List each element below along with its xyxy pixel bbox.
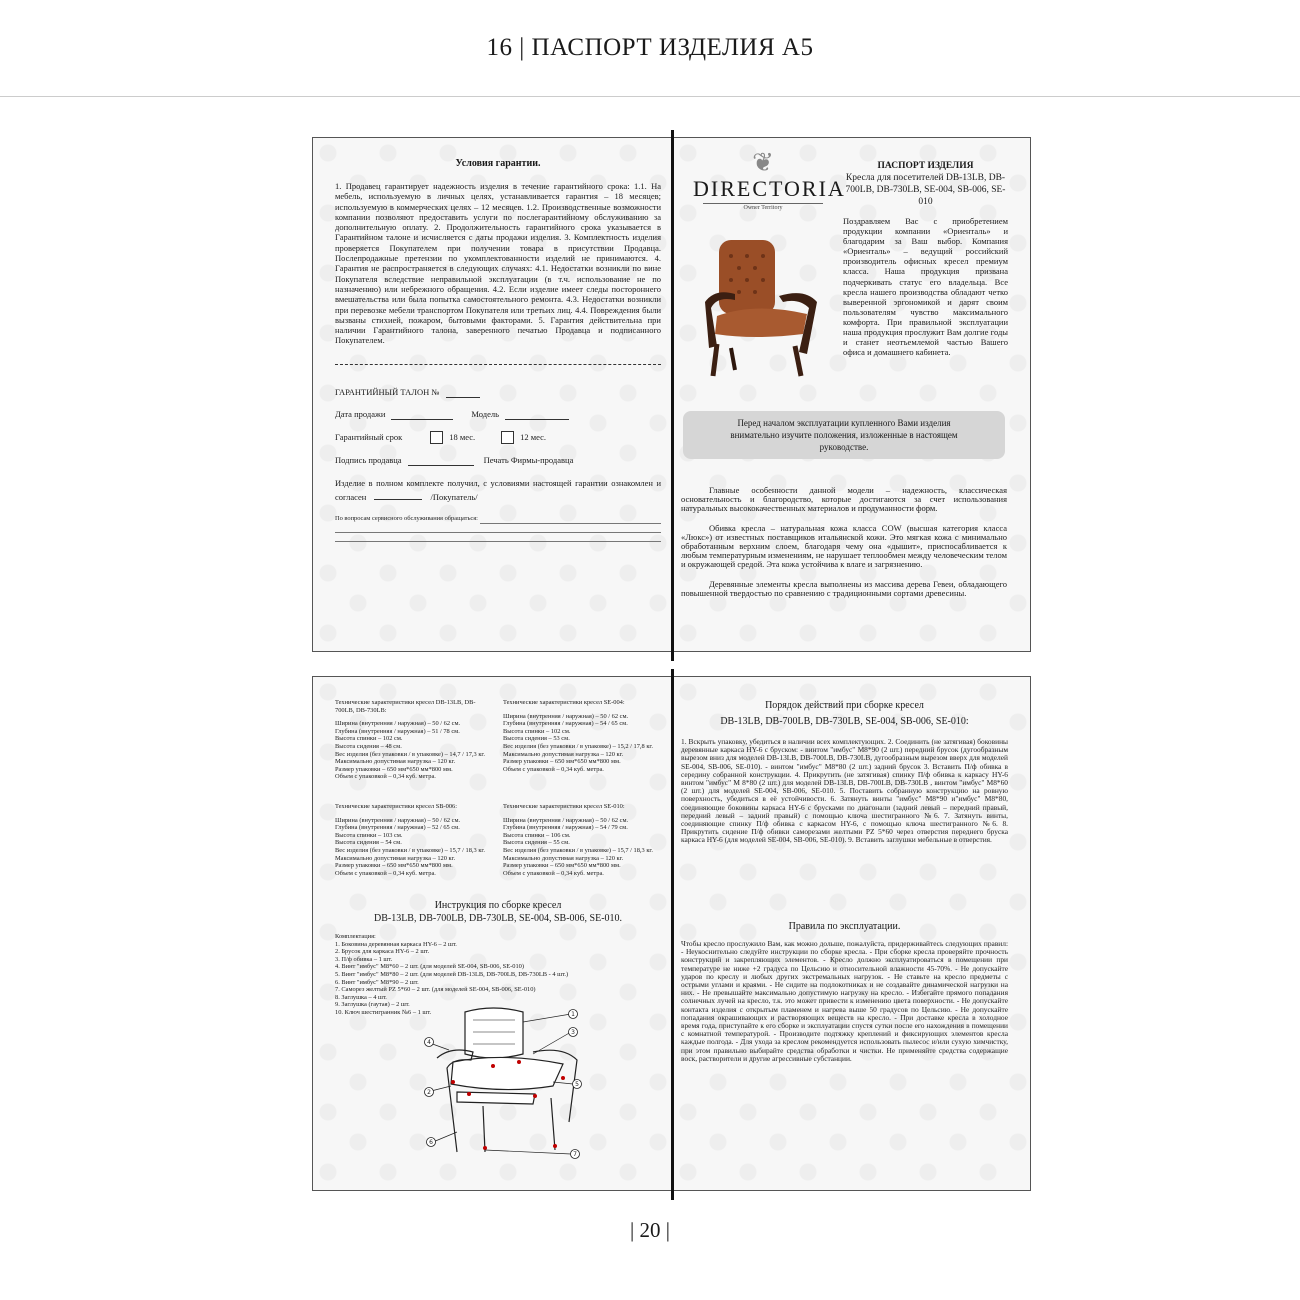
booklet-spread-bottom xyxy=(312,676,1031,1191)
model-field[interactable] xyxy=(505,409,569,420)
term-label: Гарантийный срок xyxy=(335,432,403,443)
spec-line: Высота сидения – 48 см. xyxy=(335,742,402,750)
service-line xyxy=(335,533,661,542)
steps-text: 1. Вскрыть упаковку, убедиться в наличии всех комплектующих. 2. Соединить (не затягивая) боковины деревянные каркаса HY-6 с бруском: - винтом "имбус" М8*90 (2 шт.) передний брусок (дугообразным вырезом вниз для моделей DB-13LB, DB-700LB, DB-730LB, дугообразным вырезом вверх для моделей SE-004, SB-006, SE-010). - винтом "имбус" М8*80 (2 шт.) задний брусок 3. Вставить П/ф обивка в середину собранной конструкции. 4. Прикрутить (не затягивая) спинку П/ф обивка к каркасу HY-6 винтом "имбус" М 8*80 (2 шт.) для моделей DB-13LB, DB-700LB, DB-730LB , винтом "имбус" М8*60 (2 шт.) для моделей SE-004, SB-006, SE-010. 5. Поставить собранную конструкцию на ровную поверхность, убедиться в её устойчивости. 6. Затянуть винты "имбус" М8*90 и"имбус" М8*80, соединяющие боковины каркаса HY-6 с брусками по диагонали (задний левый – передний правый, передний левый – задний правый) с помощью ключа шестигранного №6. 7. Затянуть винты, соединяющие спинку П/ф обивка с каркасом HY-6, с помощью ключа шестигранного №6. 8. Прикрутить сидение П/ф обивки саморезами желтыми PZ 5*60 через отверстия переднего бруска каркаса HY-6 (для моделей SE-004, SB-006, SE-010). 9. Вставить заглушки мебельные в отверстия. xyxy=(681,737,1008,845)
spec-title: Технические характеристики кресел SB-006: xyxy=(335,803,458,810)
passport-header xyxy=(843,160,1008,208)
spec-line: Высота спинки – 102 см. xyxy=(503,727,571,735)
sign-row xyxy=(335,455,661,466)
spec-line: Объем с упаковкой – 0,34 куб. метра. xyxy=(503,765,604,773)
spec-line: Максимально допустимая нагрузка – 120 кг. xyxy=(503,750,624,758)
term-12-checkbox[interactable] xyxy=(501,431,514,444)
sale-date-label: Дата продажи xyxy=(335,409,386,420)
spec-title: Технические характеристики кресел SE-004: xyxy=(503,699,625,706)
callout-label: 4 xyxy=(427,1039,431,1046)
spec-line: Максимально допустимая нагрузка – 120 кг. xyxy=(335,758,456,766)
booklet-spread-top xyxy=(312,137,1031,652)
passport-title: ПАСПОРТ ИЗДЕЛИЯ xyxy=(877,161,974,171)
spec-line: Вес изделия (без упаковки / в упаковке) – 15,2 / 17,8 кг. xyxy=(503,742,653,750)
spec-title: Технические характеристики кресел DB-13LB, DB-700LB, DB-730LB: xyxy=(335,699,476,714)
coupon-label: ГАРАНТИЙНЫЙ ТАЛОН № xyxy=(335,387,440,398)
kit-item: 3. П/ф обивка – 1 шт. xyxy=(335,955,393,963)
spec-line: Вес изделия (без упаковки / в упаковке) – 14,7 / 17,3 кг. xyxy=(335,750,485,758)
term-12-label: 12 мес. xyxy=(520,432,546,443)
spec-line: Глубина (внутренняя / наружная) – 52 / 65 см. xyxy=(335,824,460,832)
spec-title: Технические характеристики кресел SE-010: xyxy=(503,803,625,810)
fold-line xyxy=(671,669,674,1200)
callout-label: 6 xyxy=(429,1139,433,1146)
coupon-number-field[interactable] xyxy=(446,387,480,398)
kit-item: 8. Заглушка – 4 шт. xyxy=(335,993,387,1001)
spec-line: Высота спинки – 106 см. xyxy=(503,831,571,839)
term-row xyxy=(335,431,661,444)
callout-label: 3 xyxy=(571,1029,575,1036)
assembly-steps-section xyxy=(681,699,1008,845)
assembly-diagram xyxy=(423,1002,593,1162)
spec-line: Ширина (внутренняя / наружная) – 50 / 62 см. xyxy=(503,712,629,720)
congrats-text: Поздравляем Вас с приобретением продукции компании «Ориенталь» и благодарим за Ваш выбор. Компания «Ориенталь» – ведущий российский производитель офисных кресел премиум класса. Наша продукция призвана подчеркивать статус его владельца. Все кресла нашего производства обладают четко выверенной эргономикой и дарят своим пользователям чувство максимального комфорта. При правильной эксплуатации наша продукция прослужит Вам долгие годы и станет неотъемлемой частью Вашего офиса и домашнего кабинета. xyxy=(843,216,1008,358)
spec-line: Объем с упаковкой – 0,34 куб. метра. xyxy=(335,869,436,877)
brand-tagline: Owner Territory xyxy=(703,203,823,211)
warranty-section xyxy=(335,158,661,542)
assembly-kit-section xyxy=(335,899,661,1017)
spec-line: Высота спинки – 103 см. xyxy=(335,831,403,839)
feature-paragraph: Главные особенности данной модели – надежность, классическая основательность и благородство, которые достигаются за счет использования натуральных высококачественных материалов и продуманности форм. xyxy=(681,485,1007,514)
spec-block xyxy=(335,699,493,781)
callout-label: 5 xyxy=(575,1081,579,1088)
warranty-text: 1. Продавец гарантирует надежность изделия в течение гарантийного срока: 1.1. На мебель, используемую в личных целях, устанавливается гарантия – 18 месяцев; используемую в коммерческих целях – 12 месяцев. 1.2. Производственные возможности компании позволяют предоставить услуги по послегарантийному обслуживанию за дополнительную оплату. 2. Продолжительность гарантийного срока указывается в Гарантийном талоне и исчисляется с даты продажи изделия. 3. Комплектность изделия проверяется Покупателем при получении товара в присутствии Продавца. Послепродажные претензии по укомплектованности изделий не принимаются. 4. Гарантия не распространяется в следующих случаях: 4.1. Недостатки возникли по вине Покупателя вследствие неправильной эксплуатации (в т.ч. использование не по назначению) или небрежного обращения. 4.2. Если изделие имеет следы постороннего вмешательства или была попытка самостоятельного ремонта. 4.3. Недостатки возникли при перевозке мебели транспортом Покупателя или третьих лиц. 4.4. Повреждения были вызваны стихией, пожаром, бытовыми факторами. 5. Гарантия действительна при наличии Гарантийного талона, заверенного печатью Продавца и подписанного Покупателем. xyxy=(335,181,661,346)
page-header-title: 16 | ПАСПОРТ ИЗДЕЛИЯ А5 xyxy=(486,34,814,61)
steps-title: Порядок действий при сборке кресел xyxy=(765,700,924,711)
rules-title: Правила по эксплуатации. xyxy=(788,921,901,932)
spec-line: Размер упаковки – 650 мм*650 мм*800 мм. xyxy=(503,758,621,766)
assembly-title: Инструкция по сборке кресел xyxy=(434,900,562,911)
term-18-checkbox[interactable] xyxy=(430,431,443,444)
spec-line: Объем с упаковкой – 0,34 куб. метра. xyxy=(503,869,604,877)
steps-models: DB-13LB, DB-700LB, DB-730LB, SE-004, SB-006, SE-010: xyxy=(720,716,969,727)
spec-line: Глубина (внутренняя / наружная) – 51 / 78 см. xyxy=(335,727,460,735)
kit-item: 1. Боковина деревянная каркаса HY-6 – 2 шт. xyxy=(335,940,457,948)
sale-row xyxy=(335,409,661,420)
seller-sign-field[interactable] xyxy=(408,455,474,466)
model-label: Модель xyxy=(471,409,499,420)
feature-paragraph: Деревянные элементы кресла выполнены из массива дерева Гевеи, обладающего повышенной твердостью по сравнению с традиционными сортами древесины. xyxy=(681,578,1007,598)
notice-text: Перед началом эксплуатации купленного Вами изделия внимательно изучите положения, изложенные в настоящем руководстве. xyxy=(730,418,958,452)
spec-line: Высота сидения – 54 см. xyxy=(335,839,402,847)
kit-item: 2. Брусок для каркаса HY-6 – 2 шт. xyxy=(335,948,430,956)
spec-line: Размер упаковки – 650 мм*650 мм*800 мм. xyxy=(503,862,621,870)
spec-line: Высота сидения – 53 см. xyxy=(503,735,570,743)
callout-label: 7 xyxy=(573,1151,577,1158)
service-label: По вопросам сервисного обслуживания обращаться: xyxy=(335,514,478,522)
seller-sign-label: Подпись продавца xyxy=(335,455,402,466)
buyer-label: /Покупатель/ xyxy=(430,491,478,502)
spec-line: Вес изделия (без упаковки / в упаковке) – 15,7 / 18,3 кг. xyxy=(335,846,485,854)
spec-line: Объем с упаковкой – 0,34 куб. метра. xyxy=(335,773,436,781)
feature-paragraph: Обивка кресла – натуральная кожа класса COW (высшая категория класса «Люкс») от известных поставщиков итальянской кожи. Это мягкая кожа с минимально обработанным верхним слоем, благодаря чему она «дышит», приспосабливается к любым температурным изменениям, не нарушает теплообмен между человеческим телом и окружающей средой. Эта кожа устойчива к влаге и загрязнению. xyxy=(681,522,1008,570)
spec-block xyxy=(335,803,493,877)
spec-line: Ширина (внутренняя / наружная) – 50 / 62 см. xyxy=(335,816,461,824)
brand-name: DIRECTORIA xyxy=(693,176,846,201)
spec-line: Вес изделия (без упаковки / в упаковке) – 15,7 / 18,3 кг. xyxy=(503,846,653,854)
notice-box xyxy=(683,411,1005,459)
features-section xyxy=(681,486,1007,598)
callout-label: 2 xyxy=(427,1089,431,1096)
spec-line: Высота сидения – 55 см. xyxy=(503,839,570,847)
kit-item: 5. Винт "имбус" М8*80 – 2 шт. (для моделей DB-13LB, DB-700LB, DB-730LB - 4 шт.) xyxy=(335,970,569,978)
agreement-text: Изделие в полном комплекте получил, с условиями настоящей гарантии ознакомлен и согласен xyxy=(335,477,661,502)
page-number: | 20 | xyxy=(630,1218,670,1242)
callout-label: 1 xyxy=(571,1011,575,1018)
agreement-block xyxy=(335,477,661,503)
header-divider xyxy=(0,96,1300,97)
spec-block xyxy=(503,803,661,877)
kit-item: 10. Ключ шестигранник №6 – 1 шт. xyxy=(335,1008,432,1016)
service-line xyxy=(480,515,661,524)
service-row xyxy=(335,515,661,524)
kit-item: 6. Винт "имбус" М8*90 – 2 шт. xyxy=(335,978,419,986)
service-line xyxy=(335,524,661,533)
spec-line: Глубина (внутренняя / наружная) – 54 / 79 см. xyxy=(503,824,628,832)
spec-line: Размер упаковки – 650 мм*650 мм*800 мм. xyxy=(335,765,453,773)
passport-subtitle: Кресла для посетителей DB-13LB, DB-700LB, DB-730LB, SE-004, SB-006, SE-010 xyxy=(845,173,1006,207)
warranty-title: Условия гарантии. xyxy=(455,158,541,169)
sale-date-field[interactable] xyxy=(391,409,453,420)
buyer-sign-field[interactable] xyxy=(374,489,422,500)
spec-line: Высота спинки – 102 см. xyxy=(335,735,403,743)
chair-photo xyxy=(695,236,827,378)
brand-logo xyxy=(693,148,846,211)
assembly-models: DB-13LB, DB-700LB, DB-730LB, SE-004, SB-006, SE-010. xyxy=(373,913,623,924)
kit-item: 7. Саморез желтый PZ 5*60 – 2 шт. (для моделей SE-004, SB-006, SE-010) xyxy=(335,986,536,994)
spec-line: Глубина (внутренняя / наружная) – 54 / 65 см. xyxy=(503,720,628,728)
coupon-row xyxy=(335,387,661,398)
spec-line: Ширина (внутренняя / наружная) – 50 / 62 см. xyxy=(503,816,629,824)
rules-text: Чтобы кресло прослужило Вам, как можно дольше, пожалуйста, придерживайтесь следующих правил: - Неукоснительно следуйте инструкции по сборке кресла. - При сборке кресла проверяйте прочность конструкций и закрепляющих элементов. - Кресло должно эксплуатироваться в помещении при температуре не ниже +2 градуса по Цельсию и относительной влажности 45-70%. - Не допускайте ударов по креслу и любых других экстремальных нагрузок. - Не ставьте на кресло предметы с острыми углами и краями. - Не сидите на подлокотниках и не создавайте динамической нагрузки на них. - Не превышайте максимально допустимую нагрузку на кресло. - Избегайте прямого попадания солнечных лучей на кресло, т.к. это может привести к изменению цвета поверхности. - Не допускайте контакта изделия с открытым пламенем и нагрева выше 50 градусов по Цельсию. - Не допускайте попадания окрашивающих и растворяющих веществ на кресло. - При доставке кресла в холодное время года, приступайте к его сборке и эксплуатации спустя сутки после его нахождения в помещении с комнатной температурой. - Производите подтяжку креплений и фиксирующих элементов кресла каждые полгода. - Для ухода за креслом рекомендуется использовать пылесос и/или сухую химчистку, при этом правильно выбирайте средства обработки и чистки. Не применяйте средства содержащие воск, растворители и другие агрессивные субстанции. xyxy=(681,939,1008,1063)
kit-item: 9. Заглушка (гаутая) – 2 шт. xyxy=(335,1001,410,1009)
spec-block xyxy=(503,699,661,773)
term-18-label: 18 мес. xyxy=(449,432,476,443)
cut-line xyxy=(335,364,661,365)
spec-line: Максимально допустимая нагрузка – 120 кг. xyxy=(335,854,456,862)
fold-line xyxy=(671,130,674,661)
spec-line: Размер упаковки – 650 мм*650 мм*800 мм. xyxy=(335,862,453,870)
kit-item: Комплектация: xyxy=(335,933,376,940)
spec-line: Ширина (внутренняя / наружная) – 50 / 62 см. xyxy=(335,720,461,728)
rules-section xyxy=(681,920,1008,1063)
kit-item: 4. Винт "имбус" М8*60 – 2 шт. (для моделей SE-004, SB-006, SE-010) xyxy=(335,963,524,971)
stamp-label: Печать Фирмы-продавца xyxy=(483,455,574,466)
spec-line: Максимально допустимая нагрузка – 120 кг. xyxy=(503,854,624,862)
ornament-icon: ❦ xyxy=(752,148,774,177)
